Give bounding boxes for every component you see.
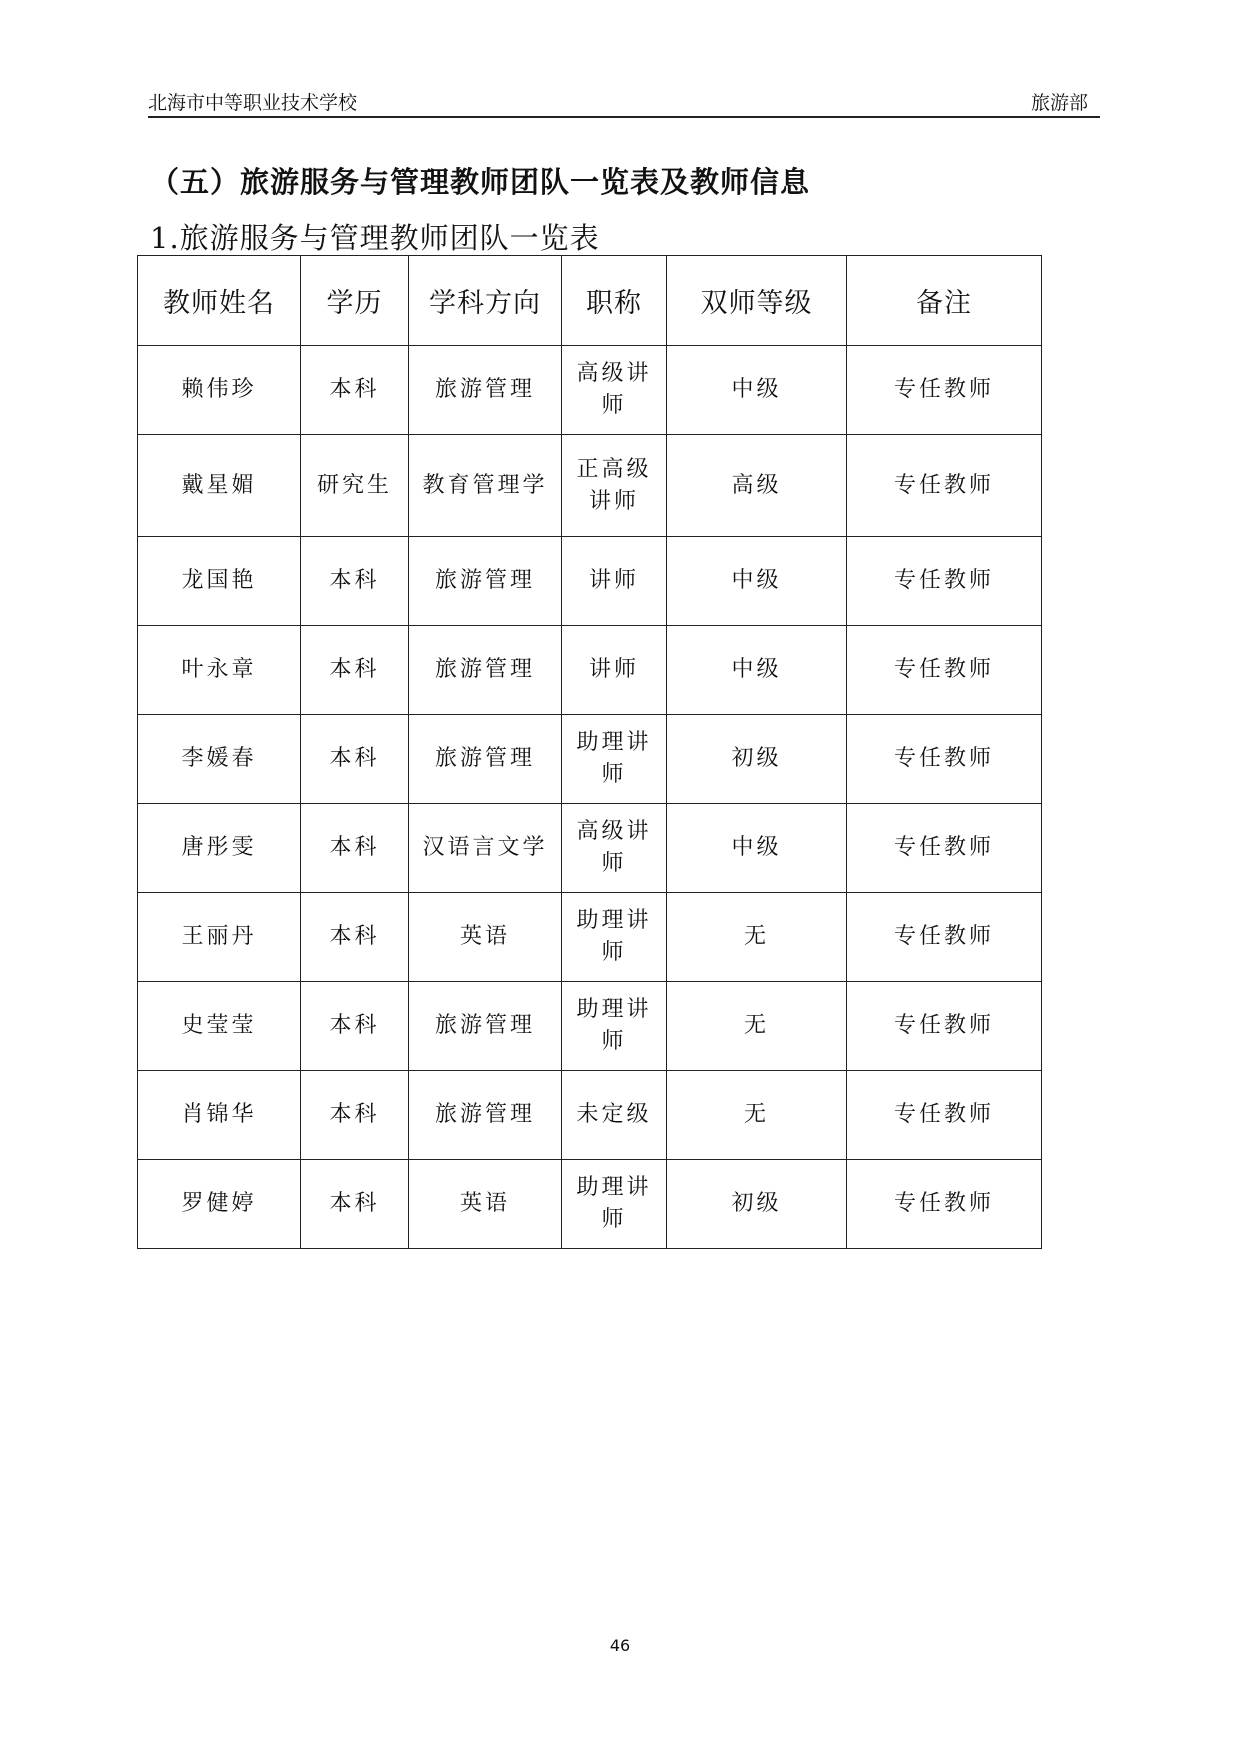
subject-cell: 旅游管理 bbox=[409, 346, 562, 435]
column-header: 教师姓名 bbox=[138, 256, 301, 346]
teacher-name-cell: 史莹莹 bbox=[138, 982, 301, 1071]
education-cell: 本科 bbox=[301, 537, 409, 626]
education-cell: 研究生 bbox=[301, 435, 409, 537]
title-cell: 讲师 bbox=[562, 537, 667, 626]
teacher-name-cell: 赖伟珍 bbox=[138, 346, 301, 435]
education-cell: 本科 bbox=[301, 1160, 409, 1249]
table-row bbox=[138, 804, 1042, 893]
teacher-name-cell: 罗健婷 bbox=[138, 1160, 301, 1249]
title-cell: 正高级讲师 bbox=[562, 435, 667, 537]
title-cell: 未定级 bbox=[562, 1071, 667, 1160]
dual-level-cell: 无 bbox=[667, 982, 847, 1071]
education-cell: 本科 bbox=[301, 893, 409, 982]
remark-cell: 专任教师 bbox=[847, 1160, 1042, 1249]
education-cell: 本科 bbox=[301, 626, 409, 715]
table-row bbox=[138, 893, 1042, 982]
table-row bbox=[138, 435, 1042, 537]
education-cell: 本科 bbox=[301, 715, 409, 804]
teacher-name-cell: 叶永章 bbox=[138, 626, 301, 715]
subject-cell: 英语 bbox=[409, 1160, 562, 1249]
column-header: 备注 bbox=[847, 256, 1042, 346]
dual-level-cell: 中级 bbox=[667, 804, 847, 893]
teacher-name-cell: 肖锦华 bbox=[138, 1071, 301, 1160]
department-name: 旅游部 bbox=[1030, 92, 1088, 114]
title-cell: 助理讲师 bbox=[562, 715, 667, 804]
teacher-name-cell: 戴星媚 bbox=[138, 435, 301, 537]
teacher-team-table bbox=[137, 255, 1042, 1249]
table-row bbox=[138, 1160, 1042, 1249]
teacher-name-cell: 李媛春 bbox=[138, 715, 301, 804]
subject-cell: 旅游管理 bbox=[409, 1071, 562, 1160]
page-header bbox=[148, 86, 1098, 116]
column-header: 学历 bbox=[301, 256, 409, 346]
remark-cell: 专任教师 bbox=[847, 1071, 1042, 1160]
page-number: 46 bbox=[609, 1636, 631, 1655]
table-row bbox=[138, 1071, 1042, 1160]
remark-cell: 专任教师 bbox=[847, 626, 1042, 715]
teacher-name-cell: 唐彤雯 bbox=[138, 804, 301, 893]
table-row bbox=[138, 982, 1042, 1071]
table-row bbox=[138, 346, 1042, 435]
subject-cell: 教育管理学 bbox=[409, 435, 562, 537]
education-cell: 本科 bbox=[301, 346, 409, 435]
column-header: 职称 bbox=[562, 256, 667, 346]
subject-cell: 旅游管理 bbox=[409, 982, 562, 1071]
subject-cell: 英语 bbox=[409, 893, 562, 982]
table-subtitle: 1.旅游服务与管理教师团队一览表 bbox=[150, 221, 600, 255]
dual-level-cell: 初级 bbox=[667, 1160, 847, 1249]
title-cell: 助理讲师 bbox=[562, 982, 667, 1071]
title-cell: 助理讲师 bbox=[562, 893, 667, 982]
column-header: 学科方向 bbox=[409, 256, 562, 346]
remark-cell: 专任教师 bbox=[847, 715, 1042, 804]
column-header: 双师等级 bbox=[667, 256, 847, 346]
subject-cell: 汉语言文学 bbox=[409, 804, 562, 893]
subject-cell: 旅游管理 bbox=[409, 715, 562, 804]
remark-cell: 专任教师 bbox=[847, 893, 1042, 982]
title-cell: 高级讲师 bbox=[562, 346, 667, 435]
dual-level-cell: 中级 bbox=[667, 626, 847, 715]
table-row bbox=[138, 626, 1042, 715]
section-title: （五）旅游服务与管理教师团队一览表及教师信息 bbox=[150, 165, 811, 199]
remark-cell: 专任教师 bbox=[847, 346, 1042, 435]
dual-level-cell: 无 bbox=[667, 1071, 847, 1160]
subject-cell: 旅游管理 bbox=[409, 537, 562, 626]
title-cell: 高级讲师 bbox=[562, 804, 667, 893]
table-header-row bbox=[138, 256, 1042, 346]
remark-cell: 专任教师 bbox=[847, 982, 1042, 1071]
remark-cell: 专任教师 bbox=[847, 435, 1042, 537]
education-cell: 本科 bbox=[301, 982, 409, 1071]
education-cell: 本科 bbox=[301, 804, 409, 893]
dual-level-cell: 无 bbox=[667, 893, 847, 982]
remark-cell: 专任教师 bbox=[847, 537, 1042, 626]
header-divider bbox=[148, 116, 1100, 118]
remark-cell: 专任教师 bbox=[847, 804, 1042, 893]
dual-level-cell: 中级 bbox=[667, 346, 847, 435]
table-row bbox=[138, 537, 1042, 626]
dual-level-cell: 高级 bbox=[667, 435, 847, 537]
table-row bbox=[138, 715, 1042, 804]
dual-level-cell: 初级 bbox=[667, 715, 847, 804]
title-cell: 讲师 bbox=[562, 626, 667, 715]
teacher-name-cell: 王丽丹 bbox=[138, 893, 301, 982]
subject-cell: 旅游管理 bbox=[409, 626, 562, 715]
dual-level-cell: 中级 bbox=[667, 537, 847, 626]
title-cell: 助理讲师 bbox=[562, 1160, 667, 1249]
education-cell: 本科 bbox=[301, 1071, 409, 1160]
school-name: 北海市中等职业技术学校 bbox=[148, 92, 358, 114]
teacher-name-cell: 龙国艳 bbox=[138, 537, 301, 626]
